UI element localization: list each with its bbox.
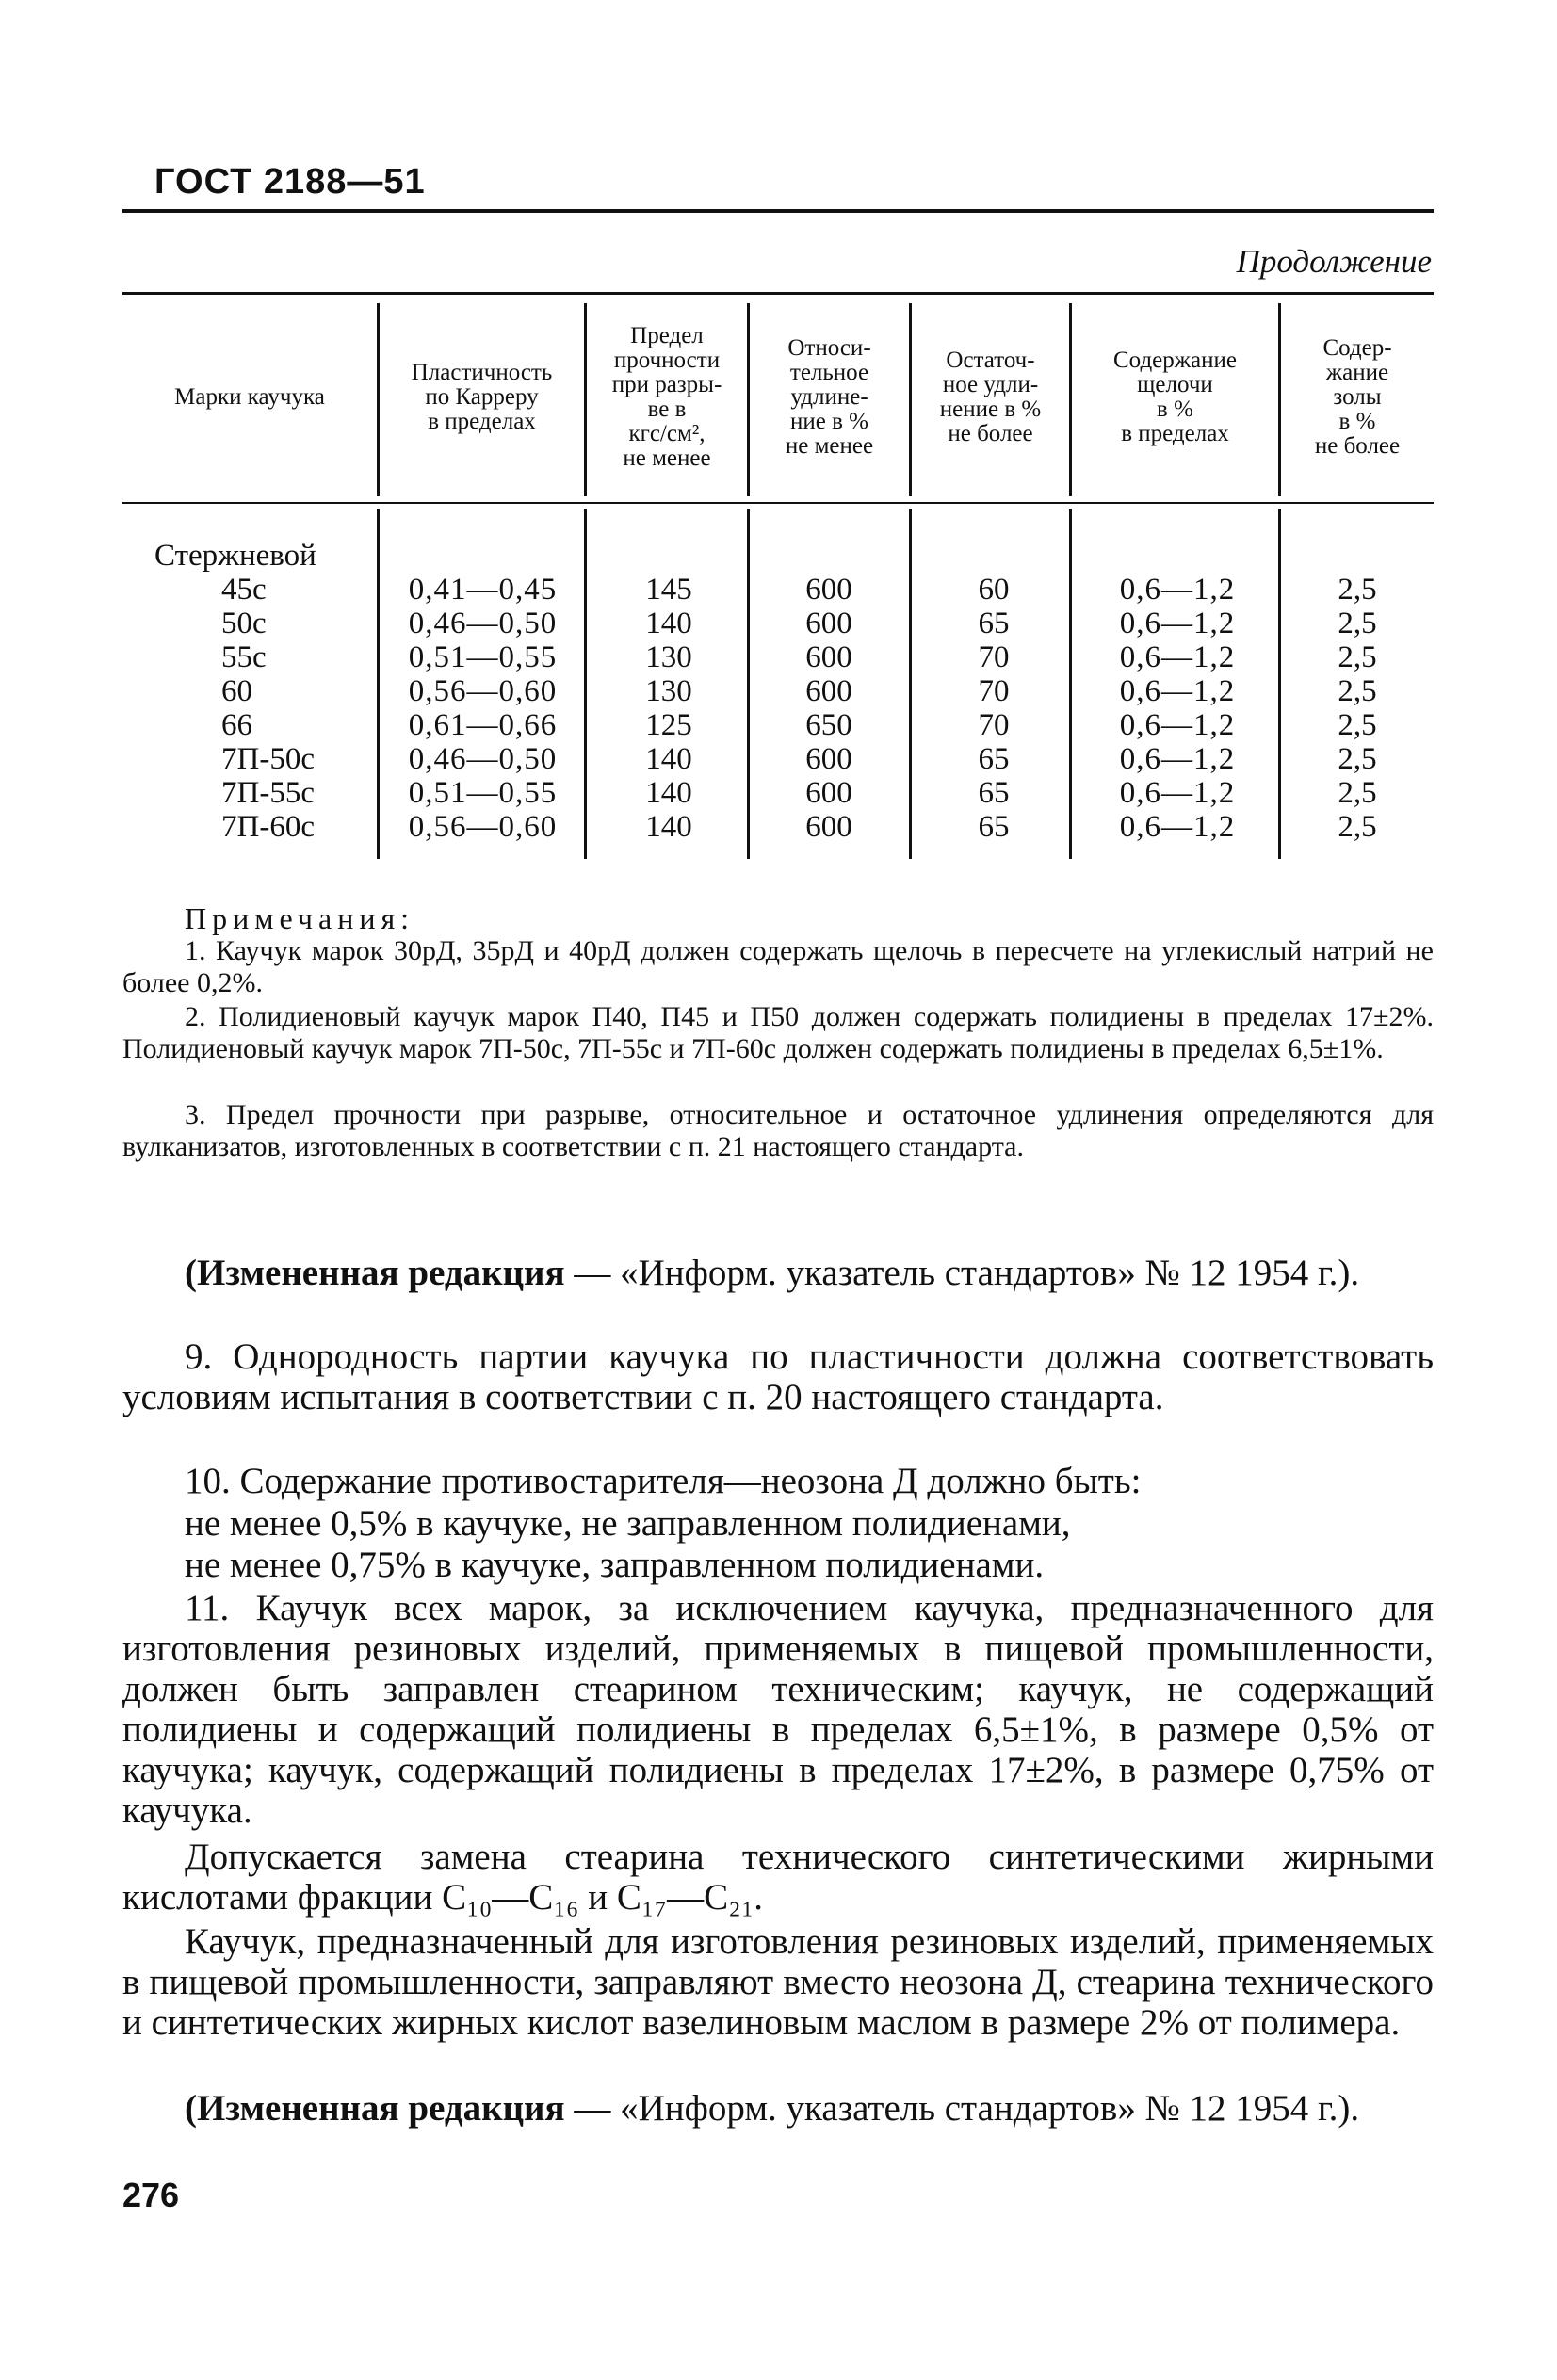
strength-cell: 140	[645, 607, 692, 640]
paragraph-11: 11. Каучук всех марок, за исключением каучука, предназначенного для изготовления резиновых изделий, применяемых в пищевой промышленности, должен быть заправлен стеарином техническим; каучук, не содержащий полидиены и содержащий полидиены в пределах 6,5±1%, в размере 0,5% от каучука; каучук, содержащий полидиены в пределах 17±2%, в размере 0,75% от каучука.	[122, 1588, 1434, 1831]
strength-cell: 140	[645, 776, 692, 810]
alkali-cell: 0,6—1,2	[1119, 640, 1236, 674]
grade-cell: 60	[221, 674, 252, 708]
relative-elongation-cell: 600	[805, 573, 852, 607]
table-row	[0, 742, 1557, 776]
residual-elongation-cell: 65	[978, 810, 1010, 844]
plasticity-cell: 0,46—0,50	[408, 742, 558, 776]
relative-elongation-cell: 600	[805, 742, 852, 776]
ash-cell: 2,5	[1338, 776, 1377, 810]
header-plasticity: Пластичность по Карреру в пределах	[411, 360, 553, 434]
plasticity-cell: 0,51—0,55	[408, 776, 558, 810]
grade-cell: 50с	[221, 607, 267, 640]
alkali-cell: 0,6—1,2	[1119, 708, 1236, 742]
relative-elongation-cell: 600	[805, 776, 852, 810]
relative-elongation-cell: 600	[805, 674, 852, 708]
strength-cell: 140	[645, 810, 692, 844]
alkali-cell: 0,6—1,2	[1119, 776, 1236, 810]
plasticity-cell: 0,61—0,66	[408, 708, 558, 742]
header-ash-content: Содер- жание золы в % не более	[1314, 335, 1401, 459]
notes-title: Примечания:	[185, 901, 415, 935]
strength-cell: 140	[645, 742, 692, 776]
alkali-cell: 0,6—1,2	[1119, 573, 1236, 607]
table-row	[0, 674, 1557, 708]
residual-elongation-cell: 65	[978, 776, 1010, 810]
grade-cell: 45с	[221, 573, 267, 607]
ash-cell: 2,5	[1338, 674, 1377, 708]
table-row	[0, 810, 1557, 844]
continuation-label: Продолжение	[1236, 243, 1432, 280]
amendment-note-2	[122, 2088, 1434, 2129]
document-code: ГОСТ 2188—51	[154, 162, 426, 202]
paragraph-10-line-1: не менее 0,5% в каучуке, не заправленном полидиенами,	[185, 1503, 1071, 1544]
table-row	[0, 640, 1557, 674]
grade-cell: 7П-50с	[221, 742, 315, 776]
alkali-cell: 0,6—1,2	[1119, 674, 1236, 708]
table-header-rule	[122, 502, 1434, 504]
residual-elongation-cell: 70	[978, 674, 1010, 708]
strength-cell: 145	[645, 573, 692, 607]
table-row	[0, 776, 1557, 810]
relative-elongation-cell: 650	[805, 708, 852, 742]
header-relative-elongation: Относи- тельное удлине- ние в % не менее	[785, 335, 874, 459]
page-number: 276	[122, 2176, 180, 2214]
residual-elongation-cell: 70	[978, 708, 1010, 742]
paragraph-9: 9. Однородность партии каучука по пластичности должна соответствовать условиям испытания в соответствии с п. 20 настоящего стандарта.	[122, 1336, 1434, 1417]
ash-cell: 2,5	[1338, 742, 1377, 776]
residual-elongation-cell: 70	[978, 640, 1010, 674]
paragraph-13: Каучук, предназначенный для изготовления резиновых изделий, применяемых в пищевой промышленности, заправляют вместо неозона Д, стеарина технического и синтетических жирных кислот вазелиновым маслом в размере 2% от полимера.	[122, 1921, 1434, 2043]
paragraph-10: 10. Содержание противостарителя—неозона Д должно быть:	[185, 1461, 1142, 1501]
amendment-label: (Измененная редакция	[185, 1253, 565, 1293]
header-alkali-content: Содержание щелочи в % в пределах	[1113, 348, 1237, 446]
relative-elongation-cell: 600	[805, 810, 852, 844]
ash-cell: 2,5	[1338, 810, 1377, 844]
header-grade: Марки каучука	[174, 384, 325, 410]
table-row	[0, 607, 1557, 640]
paragraph-12: Допускается замена стеарина технического синтетическими жирными кислотами фракции C₁₀—C₁₆ и C₁₇—C₂₁.	[122, 1837, 1434, 1918]
plasticity-cell: 0,56—0,60	[408, 674, 558, 708]
table-row	[0, 573, 1557, 607]
residual-elongation-cell: 60	[978, 573, 1010, 607]
header-tensile-strength: Предел прочности при разры- ве в кгс/см², не менее	[611, 323, 722, 471]
grade-cell: 7П-55с	[221, 776, 315, 810]
amendment-reference: — «Информ. указатель стандартов» № 12 1954 г.).	[564, 2088, 1360, 2129]
amendment-reference: — «Информ. указатель стандартов» № 12 1954 г.).	[564, 1253, 1360, 1293]
alkali-cell: 0,6—1,2	[1119, 810, 1236, 844]
note-2: 2. Полидиеновый каучук марок П40, П45 и П50 должен содержать полидиены в пределах 17±2%. Полидиеновый каучук марок 7П-50с, 7П-55с и 7П-60с должен содержать полидиены в пределах 6,5±1%.	[122, 1001, 1434, 1064]
residual-elongation-cell: 65	[978, 742, 1010, 776]
grade-cell: 7П-60с	[221, 810, 315, 844]
strength-cell: 125	[645, 708, 692, 742]
header-residual-elongation: Остаточ- ное удли- нение в % не более	[939, 348, 1042, 446]
alkali-cell: 0,6—1,2	[1119, 742, 1236, 776]
note-1: 1. Каучук марок 30рД, 35рД и 40рД должен содержать щелочь в пересчете на углекислый натрий не более 0,2%.	[122, 935, 1434, 998]
strength-cell: 130	[645, 640, 692, 674]
amendment-label: (Измененная редакция	[185, 2088, 565, 2129]
table-row	[0, 708, 1557, 742]
relative-elongation-cell: 600	[805, 640, 852, 674]
ash-cell: 2,5	[1338, 640, 1377, 674]
plasticity-cell: 0,51—0,55	[408, 640, 558, 674]
alkali-cell: 0,6—1,2	[1119, 607, 1236, 640]
ash-cell: 2,5	[1338, 708, 1377, 742]
amendment-note-1	[122, 1253, 1434, 1293]
grade-cell: 66	[221, 708, 252, 742]
ash-cell: 2,5	[1338, 607, 1377, 640]
paragraph-10-line-2: не менее 0,75% в каучуке, заправленном полидиенами.	[185, 1545, 1045, 1585]
ash-cell: 2,5	[1338, 573, 1377, 607]
relative-elongation-cell: 600	[805, 607, 852, 640]
header-rule	[122, 209, 1434, 213]
strength-cell: 130	[645, 674, 692, 708]
residual-elongation-cell: 65	[978, 607, 1010, 640]
grade-cell: 55с	[221, 640, 267, 674]
group-label: Стержневой	[154, 539, 316, 573]
plasticity-cell: 0,46—0,50	[408, 607, 558, 640]
note-3: 3. Предел прочности при разрыве, относительное и остаточное удлинения определяются для вулканизатов, изготовленных в соответствии с п. 21 настоящего стандарта.	[122, 1099, 1434, 1162]
plasticity-cell: 0,56—0,60	[408, 810, 558, 844]
plasticity-cell: 0,41—0,45	[408, 573, 558, 607]
